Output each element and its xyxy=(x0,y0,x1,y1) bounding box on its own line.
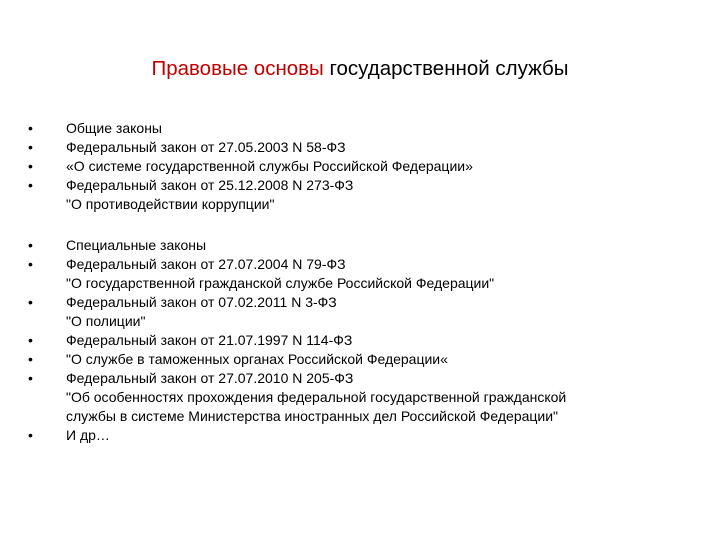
item-text: Федеральный закон от 07.02.2011 N 3-ФЗ xyxy=(66,294,337,310)
bullet-icon: • xyxy=(28,256,33,272)
bullet-icon: • xyxy=(28,332,33,348)
item-text: Специальные законы xyxy=(66,237,207,253)
bullet-group-general-laws xyxy=(28,119,708,214)
slide-title xyxy=(60,56,660,82)
list-item xyxy=(28,236,708,255)
bullet-group-special-laws xyxy=(28,236,708,445)
bullet-icon: • xyxy=(28,120,33,136)
list-item xyxy=(28,176,708,214)
list-item xyxy=(28,426,708,445)
bullet-icon: • xyxy=(28,351,33,367)
list-item xyxy=(28,255,708,293)
title-rest: государственной службы xyxy=(323,57,569,80)
bullet-icon: • xyxy=(28,370,33,386)
item-text-continued: службы в системе Министерства иностранных дел Российской Федерации" xyxy=(66,408,559,424)
list-item xyxy=(28,138,708,157)
list-item xyxy=(28,119,708,138)
item-text-continued: "Об особенностях прохождения федеральной государственной гражданской xyxy=(66,389,567,405)
item-text: Общие законы xyxy=(66,120,162,136)
item-text: «О системе государственной службы Российской Федерации» xyxy=(66,158,473,174)
item-text: Федеральный закон от 27.07.2004 N 79-ФЗ xyxy=(66,256,346,272)
title-accent: Правовые основы xyxy=(151,57,324,80)
bullet-list xyxy=(28,119,708,445)
bullet-icon: • xyxy=(28,237,33,253)
list-item xyxy=(28,350,708,369)
item-text: И др… xyxy=(66,427,110,443)
list-item xyxy=(28,369,708,426)
list-item xyxy=(28,331,708,350)
bullet-icon: • xyxy=(28,427,33,443)
bullet-icon: • xyxy=(28,294,33,310)
bullet-icon: • xyxy=(28,177,33,193)
item-text: Федеральный закон от 25.12.2008 N 273-ФЗ xyxy=(66,177,354,193)
item-text-continued: "О полиции" xyxy=(66,313,146,329)
item-text: Федеральный закон от 27.05.2003 N 58-ФЗ xyxy=(66,139,346,155)
item-text-continued: "О противодействии коррупции" xyxy=(66,196,275,212)
bullet-icon: • xyxy=(28,139,33,155)
list-item xyxy=(28,157,708,176)
list-item xyxy=(28,293,708,331)
item-text-continued: "О государственной гражданской службе Российской Федерации" xyxy=(66,275,495,291)
item-text: Федеральный закон от 21.07.1997 N 114-ФЗ xyxy=(66,332,353,348)
item-text: Федеральный закон от 27.07.2010 N 205-ФЗ xyxy=(66,370,354,386)
bullet-icon: • xyxy=(28,158,33,174)
item-text: "О службе в таможенных органах Российской Федерации« xyxy=(66,351,448,367)
